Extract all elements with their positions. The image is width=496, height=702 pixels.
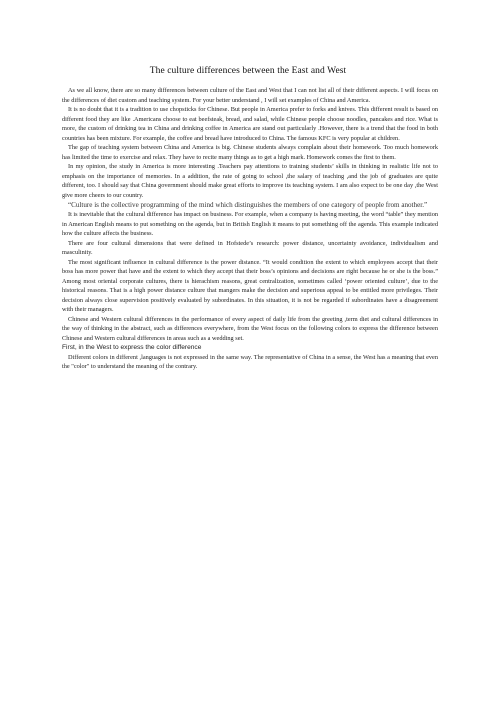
paragraph-business-impact: It is inevitable that the cultural difference has impact on business. For example, when a company is having meeting, the word “table” they mention in American English means to put something on the agenda, but in British English it means to put something off the agenda. This example indicated how the culture affects the business. (62, 211, 438, 238)
document-title: The culture differences between the East and West (149, 66, 347, 76)
paragraph-culture-quote: “Culture is the collective programming of the mind which distinguishes the members of one category of people from another.” (68, 201, 428, 209)
paragraph-hofstede: There are four cultural dimensions that were defined in Hofstede’s research: power distance, uncertainty avoidance, individualism and masculinity. (62, 239, 438, 257)
paragraph-power-distance: The most significant influence in cultural difference is the power distance. “It would condition the extent to which employees accept that their boss has more power that have and the extent to which they accept that their boss’s opinions and decisions are right because he or she is the boss.” Among most oriental corporate cultures, there is hierachism reasons, great centralization, sometimes called ‘power oriented culture’, due to the historical reasons. That is a high power distance culture that mangers make the decision and superious appeal to be entitled more privileges. Their decision always close supervision positively evaluated by subordinates. In this situation, it is not be regarded if subordinates have a disagreement with their managers. (62, 258, 438, 314)
document-body (62, 86, 438, 372)
paragraph-teaching-gap: The gap of teaching system between China and America is big. Chinese students always complain about their homework. Too much homework has limited the time to exercise and relax. They have to recite many things as to get a high mark. Homework comes the first to them. (62, 144, 438, 161)
paragraph-intro: As we all know, there are so many differences between culture of the East and West that I can not list all of their different aspects. I will focus on the differences of diet custom and teaching system. For your better understand , I will set examples of China and America. (62, 87, 438, 104)
paragraph-diet: It is no doubt that it is a tradition to use chopsticks for Chinese. But people in America prefer to forks and knives. This different result is based on different food they are like .Americans choose to eat beefsteak, bread, and salad, while Chinese people choose noodles, pancakes and rice. What is more, the custom of drinking tea in China and drinking coffee in America are stand out particularly .However, there is a trend that the food in both countries has been mixture. For example, the coffee and bread have introduced to China. The famous KFC is very popular at children. (62, 106, 438, 142)
paragraph-daily-life: Chinese and Western cultural differences in the performance of every aspect of daily life from the greeting ,term diet and cultural differences in the way of thinking in the abstract, such as differences everywhere, from the West focus on the following colors to express the difference between Chinese and Western cultural differences in areas such as a wedding set. (62, 315, 438, 342)
paragraph-colors: Different colors in different ,languages is not expressed in the same way. The representative of China in a sense, the West has a meaning that even the "color" to understand the meaning of the contrary. (62, 353, 438, 371)
section-heading-color: First, in the West to express the color difference (62, 344, 202, 352)
paragraph-opinion: In my opinion, the study in America is more interesting .Teachers pay attentions to training students’ skills in thinking in realistic life not to emphasis on the importance of memories. In a addition, the rate of going to school ,the salary of teaching ,and the job of graduates are quite different, too. I should say that China government should make great efforts to improve its teaching system. I am also expect to be one day ,the West give more cheers to our country. (62, 163, 438, 199)
